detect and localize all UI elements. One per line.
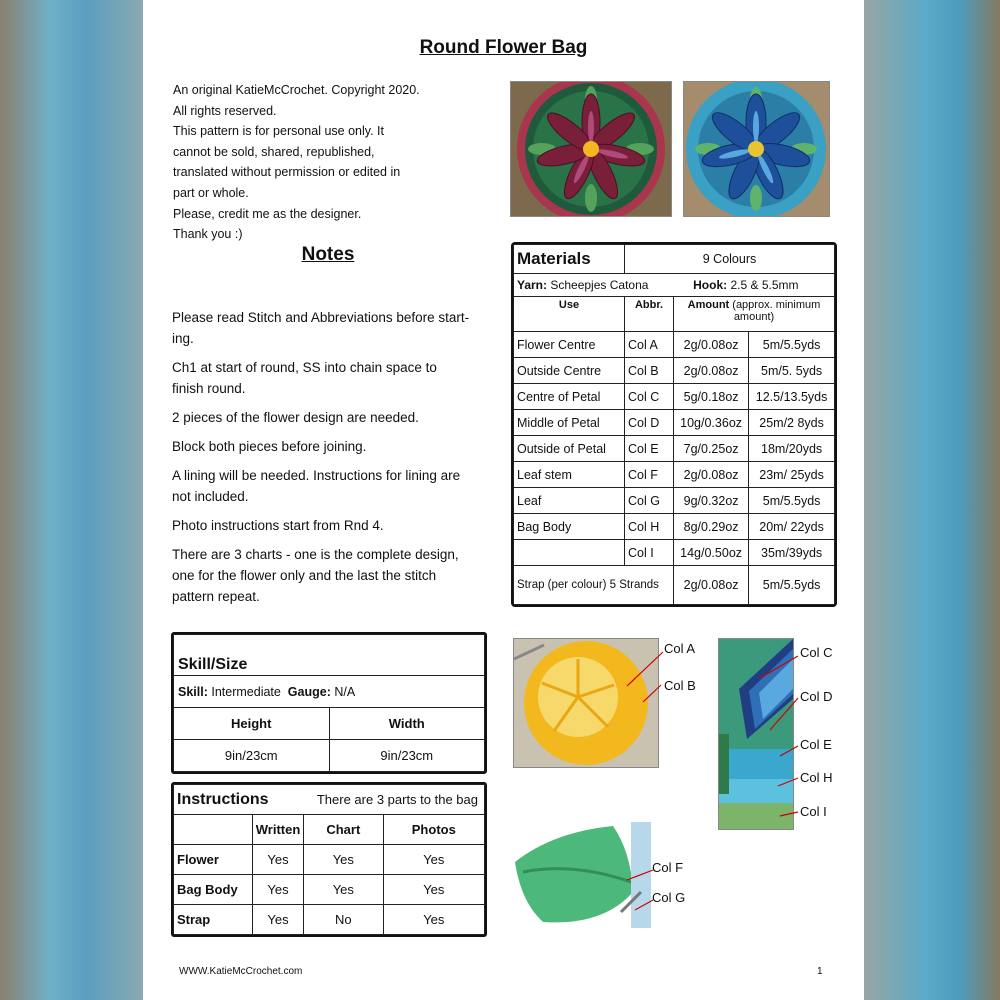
material-length: 20m/ 22yds (749, 514, 835, 540)
strap-use: Strap (per colour) 5 Strands (514, 566, 674, 605)
material-weight: 7g/0.25oz (674, 436, 749, 462)
pattern-page (143, 0, 864, 1000)
instruction-row (174, 845, 485, 875)
use-header: Use (514, 297, 625, 332)
material-weight: 14g/0.50oz (674, 540, 749, 566)
label-col-d: Col D (800, 689, 833, 704)
intro-line: Please, credit me as the designer. (173, 206, 362, 221)
material-use: Bag Body (514, 514, 625, 540)
notes-list (172, 307, 472, 615)
material-weight: 5g/0.18oz (674, 384, 749, 410)
label-col-i: Col I (800, 804, 827, 819)
material-length: 5m/5.5yds (749, 332, 835, 358)
skill-size-table (173, 634, 485, 772)
label-col-e: Col E (800, 737, 832, 752)
strap-length: 5m/5.5yds (749, 566, 835, 605)
material-row (514, 410, 835, 436)
blue-flower-illustration (684, 82, 829, 216)
background-right (864, 0, 1000, 1000)
material-use: Middle of Petal (514, 410, 625, 436)
material-row (514, 488, 835, 514)
instruction-written: Yes (253, 845, 304, 875)
material-length: 35m/39yds (749, 540, 835, 566)
label-col-c: Col C (800, 645, 833, 660)
material-weight: 9g/0.32oz (674, 488, 749, 514)
intro-line: cannot be sold, shared, republished, (173, 144, 375, 159)
instruction-written: Yes (253, 905, 304, 935)
material-abbr: Col G (625, 488, 674, 514)
material-abbr: Col B (625, 358, 674, 384)
material-abbr: Col D (625, 410, 674, 436)
note-item: Ch1 at start of round, SS into chain space to finish round. (172, 360, 437, 396)
intro-line: translated without permission or edited in (173, 165, 401, 180)
material-row (514, 514, 835, 540)
amount-label: Amount (687, 299, 730, 311)
page-number: 1 (817, 966, 823, 977)
abbr-header: Abbr. (625, 297, 674, 332)
material-row (514, 332, 835, 358)
note-item: Photo instructions start from Rnd 4. (172, 518, 384, 533)
note-item: There are 3 charts - one is the complete design, one for the flower only and the last the stitch pattern repeat. (172, 547, 459, 604)
skill-label: Skill: (178, 684, 208, 699)
instruction-row (174, 875, 485, 905)
label-col-h: Col H (800, 770, 833, 785)
yarn-value: Scheepjes Catona (550, 278, 649, 292)
instructions-subheading: There are 3 parts to the bag (304, 785, 485, 815)
gauge-value: N/A (334, 684, 356, 699)
material-use: Outside of Petal (514, 436, 625, 462)
footer-website: WWW.KatieMcCrochet.com (179, 966, 303, 977)
blank-header (174, 815, 253, 845)
note-item: 2 pieces of the flower design are needed. (172, 410, 419, 425)
materials-heading: Materials (514, 245, 625, 274)
red-flower-illustration (511, 82, 671, 216)
instructions-box (171, 782, 487, 937)
material-length: 23m/ 25yds (749, 462, 835, 488)
photos-header: Photos (383, 815, 484, 845)
height-header: Height (174, 708, 330, 740)
label-col-a: Col A (664, 641, 696, 656)
strap-weight: 2g/0.08oz (674, 566, 749, 605)
material-weight: 10g/0.36oz (674, 410, 749, 436)
material-use: Outside Centre (514, 358, 625, 384)
instruction-part: Flower (174, 845, 253, 875)
material-row (514, 462, 835, 488)
instruction-written: Yes (253, 875, 304, 905)
page-title: Round Flower Bag (419, 37, 588, 58)
instructions-table (173, 784, 485, 935)
materials-box (511, 242, 837, 607)
hook-value: 2.5 & 5.5mm (730, 278, 799, 292)
skill-size-box (171, 632, 487, 774)
label-col-b: Col B (664, 678, 696, 693)
material-use (514, 540, 625, 566)
hook-label: Hook: (693, 278, 728, 292)
material-abbr: Col E (625, 436, 674, 462)
gauge-label: Gauge: (287, 684, 331, 699)
height-value: 9in/23cm (174, 740, 330, 772)
instruction-chart: No (304, 905, 384, 935)
amount-header (674, 297, 835, 332)
material-length: 25m/2 8yds (749, 410, 835, 436)
material-row (514, 358, 835, 384)
material-abbr: Col C (625, 384, 674, 410)
label-col-f: Col F (652, 860, 684, 875)
note-item: A lining will be needed. Instructions for lining are not included. (172, 468, 461, 504)
skill-gauge-row (174, 676, 485, 708)
chart-header: Chart (304, 815, 384, 845)
yarn-label: Yarn: (517, 278, 548, 292)
label-col-g: Col G (652, 890, 686, 905)
intro-line: Thank you :) (173, 227, 243, 242)
instruction-photos: Yes (383, 875, 484, 905)
intro-line: An original KatieMcCrochet. Copyright 2020. (173, 83, 420, 97)
material-row (514, 540, 835, 566)
material-abbr: Col H (625, 514, 674, 540)
instruction-chart: Yes (304, 845, 384, 875)
material-weight: 2g/0.08oz (674, 332, 749, 358)
instructions-heading: Instructions (174, 785, 304, 815)
instruction-chart: Yes (304, 875, 384, 905)
written-header: Written (253, 815, 304, 845)
material-length: 5m/5. 5yds (749, 358, 835, 384)
instruction-photos: Yes (383, 845, 484, 875)
intro-line: part or whole. (173, 185, 249, 200)
material-use: Leaf stem (514, 462, 625, 488)
materials-table (513, 244, 835, 605)
material-abbr: Col A (625, 332, 674, 358)
amount-note: (approx. minimum amount) (732, 299, 821, 323)
material-abbr: Col I (625, 540, 674, 566)
red-flower-bag-photo (510, 81, 672, 217)
material-weight: 8g/0.29oz (674, 514, 749, 540)
materials-rows (514, 332, 835, 566)
copyright-notice (173, 80, 463, 245)
material-weight: 2g/0.08oz (674, 358, 749, 384)
material-use: Leaf (514, 488, 625, 514)
material-use: Centre of Petal (514, 384, 625, 410)
instruction-part: Strap (174, 905, 253, 935)
note-item: Block both pieces before joining. (172, 439, 367, 454)
blue-flower-bag-photo (683, 81, 830, 217)
material-length: 12.5/13.5yds (749, 384, 835, 410)
instructions-rows (174, 845, 485, 935)
colours-count: 9 Colours (625, 245, 835, 274)
width-value: 9in/23cm (329, 740, 485, 772)
notes-heading: Notes (301, 244, 355, 265)
width-header: Width (329, 708, 485, 740)
material-abbr: Col F (625, 462, 674, 488)
instruction-part: Bag Body (174, 875, 253, 905)
material-weight: 2g/0.08oz (674, 462, 749, 488)
note-item: Please read Stitch and Abbreviations before start- ing. (172, 310, 470, 346)
material-length: 18m/20yds (749, 436, 835, 462)
material-use: Flower Centre (514, 332, 625, 358)
skill-value: Intermediate (211, 684, 281, 699)
intro-line: All rights reserved. (173, 103, 277, 118)
material-length: 5m/5.5yds (749, 488, 835, 514)
material-row (514, 436, 835, 462)
material-row (514, 384, 835, 410)
instruction-row (174, 905, 485, 935)
intro-line: This pattern is for personal use only. It (173, 124, 384, 139)
skill-size-heading: Skill/Size (174, 635, 485, 676)
background-left (0, 0, 143, 1000)
yarn-hook-row (514, 274, 835, 297)
instruction-photos: Yes (383, 905, 484, 935)
